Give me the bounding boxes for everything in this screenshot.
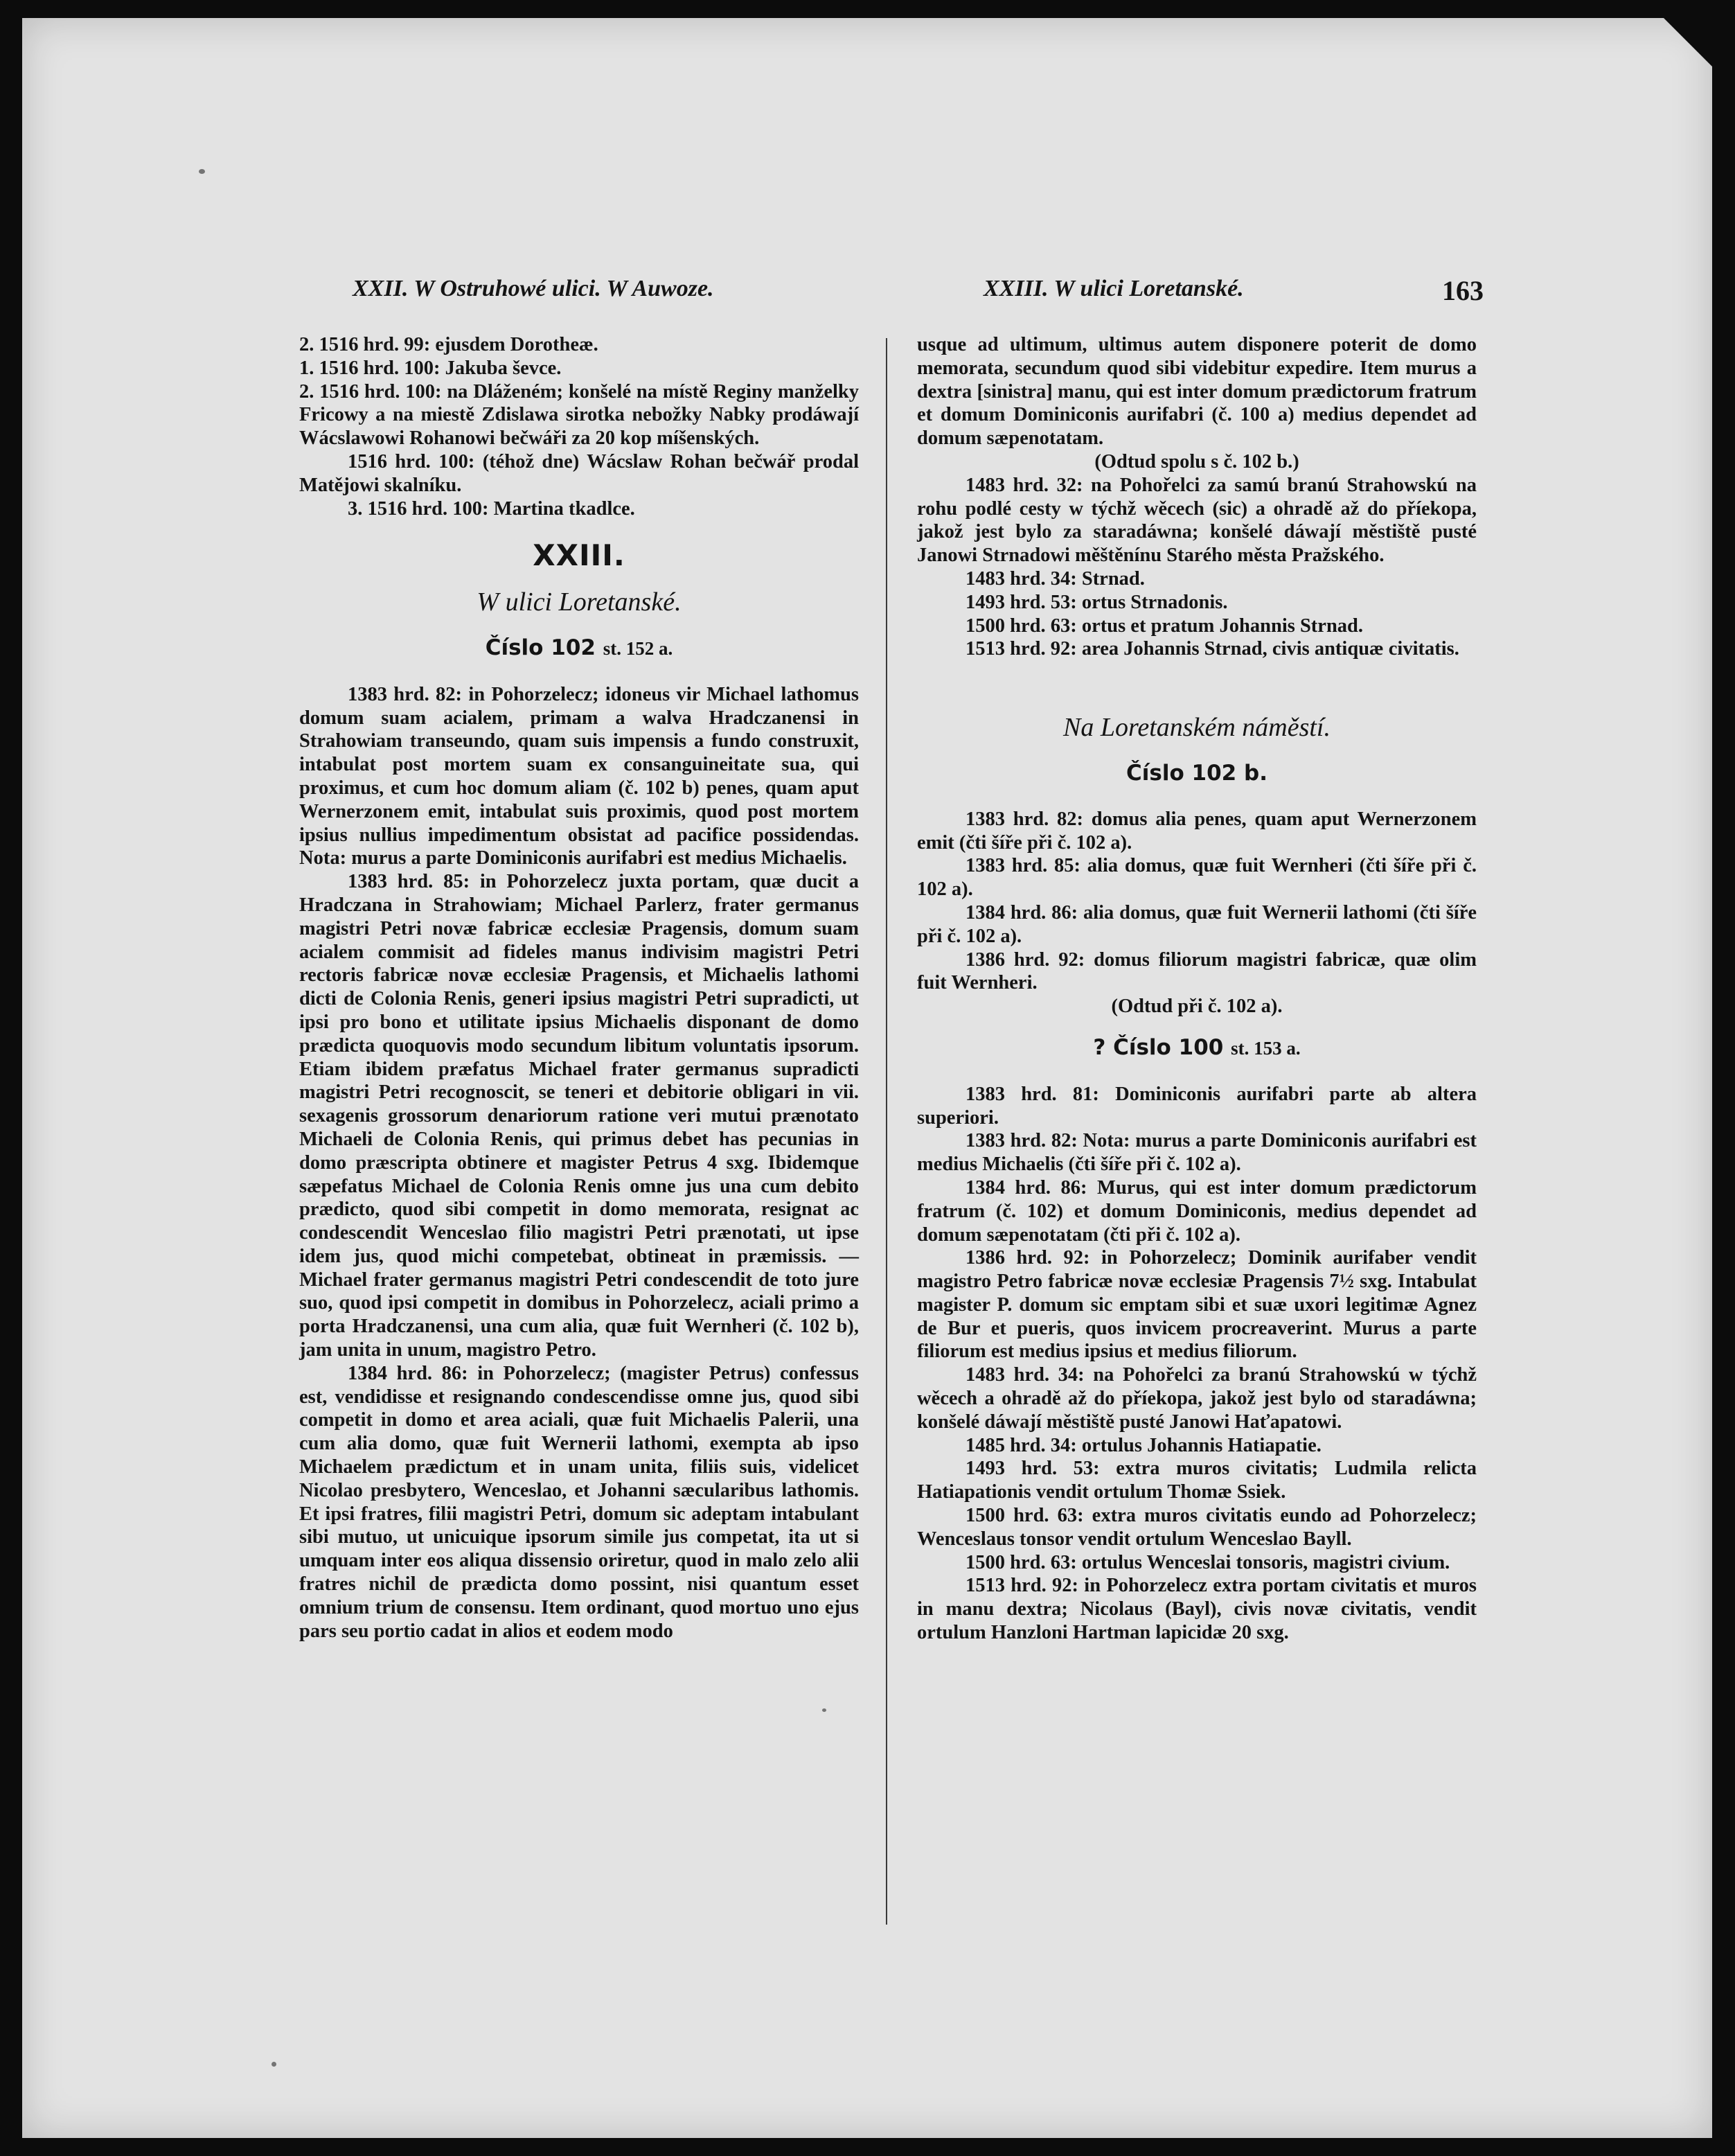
entry-paragraph: 1500 hrd. 63: ortulus Wenceslai tonsoris, magistri civium. [966,1551,1450,1573]
house-number: ? Číslo 100 [1093,1034,1224,1060]
ink-speck [199,169,205,174]
ink-speck [272,2062,276,2067]
entry-paragraph: 1383 hrd. 85: in Pohorzelecz juxta portam, quæ ducit a Hradczana in Strahowiam; Michael Parlerz, frater germanus magistri Petri novæ fabricæ ecclesiæ Pragensis, domum suam acialem commisit ad fideles manus indivisim magistri Petri rectoris fabricæ novæ ecclesiæ Pragensis, et Michaelis lathomi dicti de Colonia Renis, generi ipsius magistri Petri supradicti, ut ipsi pro bono et utilitate ipsius Michaelis disponant de domo prædicta quoquovis modo secundum libitum voluntatis ipsorum. Etiam ibidem præfatus Michael frater germanus supradicti magistri Petri recognoscit, se teneri et debitorie obligari in vii. sexagenis grossorum denariorum ratione veri mutui prænotato Michaeli de Colonia Renis, qui primus debet has pecunias in domo præscripta obtinere et magister Petrus 4 sxg. Ibidemque sæpefatus Michael de Colonia Renis omne jus una cum debito prædicto, quod sibi competit in domo memorata, resignat ac condescendit Wenceslao filio magistri Petri prænotati, ut ipse idem jus, quod michi competebat, obtineat in præmissis. — Michael frater germanus magistri Petri condescendit de toto jure suo, quod ipsi competit in domibus in Pohorzelecz, aciali primo a porta Hradczanensi, una cum alia, quæ fuit Wernheri (č. 102 b), jam unita in unum, magistro Petro. [299,871,859,1361]
entry-paragraph: 1483 hrd. 34: na Pohořelci za branú Strahowskú w týchž wěcech a ohradě až do příekopa, jakož jest bylo od staradáwna; konšelé dáwají městiště pusté Janowi Haťapatowi. [917,1364,1477,1433]
house-number: Číslo 102 [485,635,596,660]
entry-line: 3. 1516 hrd. 100: Martina tkadlce. [348,497,635,520]
entry-paragraph: 1384 hrd. 86: alia domus, quæ fuit Wernerii lathomi (čti šíře při č. 102 a). [917,901,1477,947]
entry-line: 1516 hrd. 100: (téhož dne) Wácslaw Rohan bečwář prodal Matějowi skalníku. [299,450,859,496]
running-head-left: XXII. W Ostruhowé ulici. W Auwoze. [353,276,714,301]
entry-paragraph: 1383 hrd. 85: alia domus, quæ fuit Wernheri (čti šíře při č. 102 a). [917,855,1477,901]
section-title: W ulici Loretanské. [477,587,682,617]
entry-paragraph: 1386 hrd. 92: in Pohorzelecz; Dominik aurifaber vendit magistro Petro fabricæ novæ ecclesiæ Pragensis 7½ sxg. Intabulat magister P. domum sic emptam sibi et suæ uxori legitimæ Agnez de Bur et pueris, quos invicem procreaverint. Murus a parte filiorum est medius ipsius et medius filiorum. [917,1247,1477,1363]
entry-paragraph: 1513 hrd. 92: area Johannis Strnad, civis antiquæ civitatis. [966,638,1459,660]
page-sheet [22,18,1712,2138]
entry-paragraph: 1483 hrd. 34: Strnad. [966,567,1145,590]
house-old-number: st. 153 a. [1231,1037,1301,1059]
entry-paragraph: 1384 hrd. 86: in Pohorzelecz; (magister Petrus) confessus est, vendidisse et resignando condescendisse omne jus, quod sibi competit in domo et area aciali, quæ fuit Michaelis Palerii, una cum alia domo, quæ fuit Wernerii lathomi, exempta ab ipso Michaelem prædictum et in unam unita, filiis suis, videlicet Nicolao presbytero, Wenceslao, et Johanni sæcularibus lathomis. Et ipsi fratres, filii magistri Petri, domum sic adeptam intabulant sibi mutuo, ut unicuique ipsorum simile jus competat, ita ut si umquam inter eos aliqua dissensio oriretur, quod in malo zelo alii fratres nichil de prædicta domo possint, nisi quantum esset omnium trium de consensu. Item ordinant, quod mortuo uno ejus pars seu portio cadat in alios et eodem modo [299,1362,859,1642]
entry-paragraph: 1500 hrd. 63: extra muros civitatis eundo ad Pohorzelecz; Wenceslaus tonsor vendit ortulum Wenceslao Bayll. [917,1505,1477,1550]
entry-line: 2. 1516 hrd. 100: na Dláženém; konšelé na místě Reginy manželky Fricowy a na miestě Zdislawa sirotka nebožky Nabky prodáwají Wácslawowi Rohanowi bečwáři za 20 kop míšenských. [299,380,859,450]
entry-paragraph: 1383 hrd. 82: domus alia penes, quam aput Wernerzonem emit (čti šíře při č. 102 a). [917,808,1477,854]
page-number: 163 [1442,275,1484,306]
house-heading [299,637,859,661]
ink-speck [822,1708,826,1712]
entry-paragraph: 1513 hrd. 92: in Pohorzelecz extra portam civitatis et muros in manu dextra; Nicolaus (Bayl), civis novæ civitatis, vendit ortulum Hanzloni Hartman lapicidæ 20 sxg. [917,1575,1477,1644]
odtud-note: (Odtud při č. 102 a). [1111,996,1283,1018]
entry-paragraph: 1500 hrd. 63: ortus et pratum Johannis Strnad. [966,615,1364,637]
odtud-note: (Odtud spolu s č. 102 b.) [1094,450,1299,472]
column-rule [886,338,887,1925]
entry-paragraph: 1483 hrd. 32: na Pohořelci za samú branú Strahowskú na rohu podlé cesty w týchž wěcech (sic) a ohradě až do příekopa, jakož jest bylo za staradáwna; konšelé dáwají městiště pusté Janowi Strnadowi měštěnínu Starého města Pražského. [917,474,1477,567]
entry-paragraph: 1485 hrd. 34: ortulus Johannis Hatiapatie. [966,1434,1322,1456]
entry-line: 1. 1516 hrd. 100: Jakuba ševce. [299,357,562,379]
continuation-paragraph: usque ad ultimum, ultimus autem disponere poterit de domo memorata, secundum quod sibi videbitur expedire. Item murus a dextra [sinistra] manu, qui est inter domum prædictorum fratrum et domum Dominiconis aurifabri (č. 100 a) medius dependet ad domum sæpenotatam. [917,334,1477,450]
folded-corner [1664,18,1712,67]
entry-paragraph: 1383 hrd. 82: in Pohorzelecz; idoneus vir Michael lathomus domum suam acialem, primam a walva Hradczanensi in Strahowiam transeundo, quam suis impensis a fundo construxit, intabulat post mortem suam ex consanguineitate sua, qui proximus, et cum hoc domum aliam (č. 102 b) penes, quam aput Wernerzonem emit, intabulat suis proximis, quod post mortem ipsius nullius impedimentum obsistat ad pacifice possidendas. Nota: murus a parte Dominiconis aurifabri est medius Michaelis. [299,683,859,869]
section-title: Na Loretanském náměstí. [1063,713,1331,743]
entry-paragraph: 1384 hrd. 86: Murus, qui est inter domum prædictorum fratrum (č. 102) et domum Dominiconis, medius dependet ad domum sæpenotatam (čti při č. 102 a). [917,1176,1477,1246]
house-old-number: st. 152 a. [603,637,673,659]
house-heading [917,1036,1477,1061]
entry-paragraph: 1386 hrd. 92: domus filiorum magistri fabricæ, quæ olim fuit Wernheri. [917,948,1477,994]
left-column [299,333,859,1643]
house-heading: Číslo 102 b. [1125,760,1267,786]
entry-paragraph: 1493 hrd. 53: extra muros civitatis; Ludmila relicta Hatiapationis vendit ortulum Thomæ Ssiek. [917,1458,1477,1503]
entry-paragraph: 1383 hrd. 81: Dominiconis aurifabri parte ab altera superiori. [917,1083,1477,1129]
entry-paragraph: 1493 hrd. 53: ortus Strnadonis. [966,591,1228,613]
spacer [917,661,1477,700]
section-numeral: XXIII. [533,538,625,573]
running-head-right: XXIII. W ulici Loretanské. [984,276,1244,301]
entry-line: 2. 1516 hrd. 99: ejusdem Dorotheæ. [299,334,598,355]
right-column [917,333,1477,1645]
entry-paragraph: 1383 hrd. 82: Nota: murus a parte Dominiconis aurifabri est medius Michaelis (čti šíře při č. 102 a). [917,1130,1477,1176]
